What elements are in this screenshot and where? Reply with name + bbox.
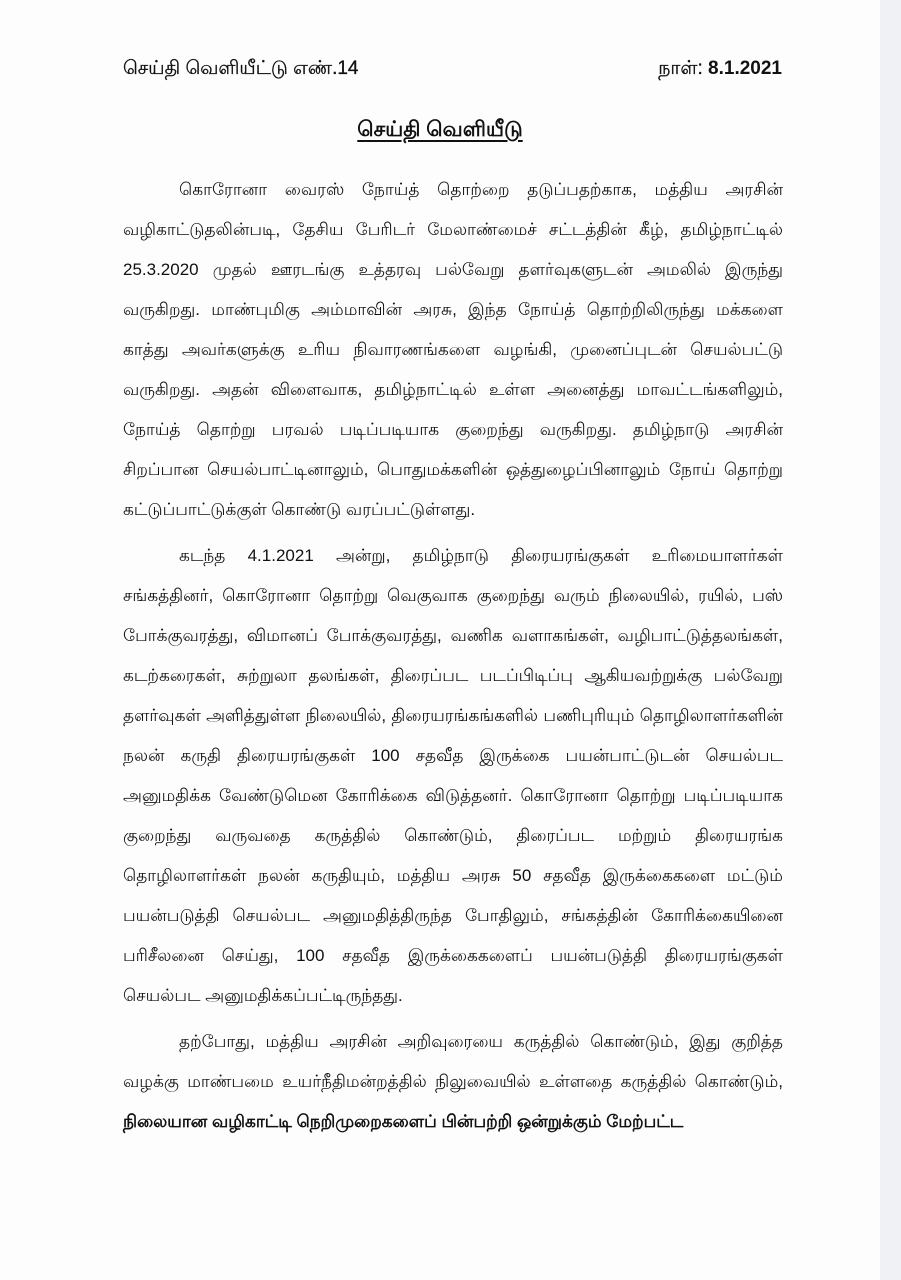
paragraph-3	[123, 1022, 783, 1142]
paragraph-3-text: தற்போது, மத்திய அரசின் அறிவுரையை கருத்தில் கொண்டும், இது குறித்த வழக்கு மாண்பமை உயர்நீதிமன்றத்தில் நிலுவையில் உள்ளதை கருத்தில் கொண்டும்,	[123, 1032, 783, 1091]
paragraph-1: கொரோனா வைரஸ் நோய்த் தொற்றை தடுப்பதற்காக, மத்திய அரசின் வழிகாட்டுதலின்படி, தேசிய பேரிடர் மேலாண்மைச் சட்டத்தின் கீழ், தமிழ்நாட்டில் 25.3.2020 முதல் ஊரடங்கு உத்தரவு பல்வேறு தளர்வுகளுடன் அமலில் இருந்து வருகிறது. மாண்புமிகு அம்மாவின் அரசு, இந்த நோய்த் தொற்றிலிருந்து மக்களை காத்து அவர்களுக்கு உரிய நிவாரணங்களை வழங்கி, முனைப்புடன் செயல்பட்டு வருகிறது. அதன் விளைவாக, தமிழ்நாட்டில் உள்ள அனைத்து மாவட்டங்களிலும், நோய்த் தொற்று பரவல் படிப்படியாக குறைந்து வருகிறது. தமிழ்நாடு அரசின் சிறப்பான செயல்பாட்டினாலும், பொதுமக்களின் ஒத்துழைப்பினாலும் நோய் தொற்று கட்டுப்பாட்டுக்குள் கொண்டு வரப்பட்டுள்ளது.	[123, 180, 783, 519]
side-strip	[880, 0, 901, 1280]
date-label: நாள்:	[658, 58, 709, 79]
release-number: செய்தி வெளியீட்டு எண்.14	[123, 58, 359, 79]
paragraph-3-bold-text: நிலையான வழிகாட்டி நெறிமுறைகளைப் பின்பற்றி ஒன்றுக்கும் மேற்பட்ட	[123, 1112, 684, 1131]
paragraph-2: கடந்த 4.1.2021 அன்று, தமிழ்நாடு திரையரங்குகள் உரிமையாளர்கள் சங்கத்தினர், கொரோனா தொற்று வெகுவாக குறைந்து வரும் நிலையில், ரயில், பஸ் போக்குவரத்து, விமானப் போக்குவரத்து, வணிக வளாகங்கள், வழிபாட்டுத்தலங்கள், கடற்கரைகள், சுற்றுலா தலங்கள், திரைப்பட படப்பிடிப்பு ஆகியவற்றுக்கு பல்வேறு தளர்வுகள் அளித்துள்ள நிலையில், திரையரங்கங்களில் பணிபுரியும் தொழிலாளர்களின் நலன் கருதி திரையரங்குகள் 100 சதவீத இருக்கை பயன்பாட்டுடன் செயல்பட அனுமதிக்க வேண்டுமென கோரிக்கை விடுத்தனர். கொரோனா தொற்று படிப்படியாக குறைந்து வருவதை கருத்தில் கொண்டும், திரைப்பட மற்றும் திரையரங்க தொழிலாளர்கள் நலன் கருதியும், மத்திய அரசு 50 சதவீத இருக்கைகளை மட்டும் பயன்படுத்தி செயல்பட அனுமதித்திருந்த போதிலும், சங்கத்தின் கோரிக்கையினை பரிசீலனை செய்து, 100 சதவீத இருக்கைகளைப் பயன்படுத்தி திரையரங்குகள் செயல்பட அனுமதிக்கப்பட்டிருந்தது.	[123, 546, 783, 1005]
page-title: செய்தி வெளியீடு	[357, 118, 523, 141]
document-body	[123, 170, 783, 1148]
release-date	[658, 58, 782, 82]
document-header	[123, 58, 782, 88]
date-value: 8.1.2021	[708, 58, 782, 79]
